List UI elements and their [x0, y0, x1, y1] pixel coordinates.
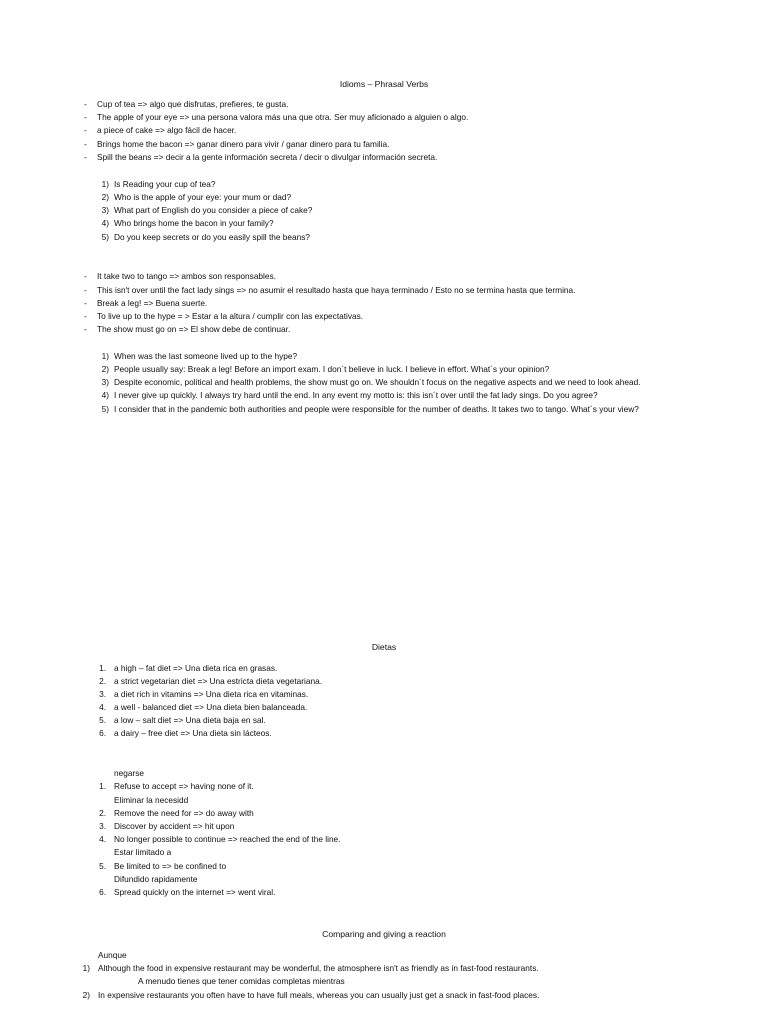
idiom-item: a piece of cake => algo fácil de hacer. — [97, 125, 237, 135]
diet-number: 5. — [99, 715, 106, 725]
idiom-item: The apple of your eye => una persona valora más una que otra. Ser muy aficionado a alguien o algo. — [97, 112, 469, 122]
diet-item: a strict vegetarian diet => Una estricta dieta vegetariana. — [114, 676, 323, 686]
question-text: People usually say: Break a leg! Before an import exam. I don´t believe in luck. I believe in effort. What´s your opinion? — [114, 364, 550, 374]
phrasal-number: 3. — [99, 821, 106, 831]
comparing-number: 2) — [82, 990, 90, 1000]
phrasal-item: Be limited to => be confined to — [114, 861, 227, 871]
phrasal-number: 1. — [99, 781, 106, 791]
question-number: 1) — [101, 179, 109, 189]
spanish-note: A menudo tienes que tener comidas completas mientras — [138, 976, 345, 986]
bullet-dash: - — [84, 298, 87, 308]
idiom-item: The show must go on => El show debe de continuar. — [97, 324, 291, 334]
question-text: Despite economic, political and health problems, the show must go on. We shouldn´t focus on the negative aspects and we need to look ahead. — [114, 377, 641, 387]
diet-item: a low – salt diet => Una dieta baja en sal. — [114, 715, 266, 725]
diet-item: a diet rich in vitamins => Una dieta rica en vitaminas. — [114, 689, 309, 699]
question-number: 5) — [101, 232, 109, 242]
bullet-dash: - — [84, 285, 87, 295]
question-text: When was the last someone lived up to the hype? — [114, 351, 298, 361]
idiom-item: This isn't over until the fact lady sings => no asumir el resultado hasta que haya terminado / Esto no se termina hasta que termina. — [97, 285, 576, 295]
question-text: I consider that in the pandemic both authorities and people were responsible for the number of deaths. It takes two to tango. What´s your view? — [114, 404, 639, 414]
question-text: Who is the apple of your eye: your mum or dad? — [114, 192, 292, 202]
comparing-title: Comparing and giving a reaction — [322, 929, 446, 939]
question-number: 1) — [101, 351, 109, 361]
spanish-note: Estar limitado a — [114, 847, 172, 857]
question-text: What part of English do you consider a piece of cake? — [114, 205, 313, 215]
idioms-title: Idioms – Phrasal Verbs — [339, 79, 429, 89]
question-number: 3) — [101, 205, 109, 215]
phrasal-item: Refuse to accept => having none of it. — [114, 781, 254, 791]
question-number: 2) — [101, 192, 109, 202]
spanish-note: Eliminar la necesidd — [114, 795, 189, 805]
idiom-item: It take two to tango => ambos son responsables. — [97, 271, 276, 281]
bullet-dash: - — [84, 271, 87, 281]
diet-number: 1. — [99, 663, 106, 673]
bullet-dash: - — [84, 99, 87, 109]
question-text: Is Reading your cup of tea? — [114, 179, 216, 189]
phrasal-item: No longer possible to continue => reached the end of the line. — [114, 834, 341, 844]
question-number: 2) — [101, 364, 109, 374]
question-number: 4) — [101, 218, 109, 228]
bullet-dash: - — [84, 112, 87, 122]
comparing-item: Although the food in expensive restaurant may be wonderful, the atmosphere isn't as friendly as in fast-food restaurants. — [98, 963, 539, 973]
idiom-item: Spill the beans => decir a la gente información secreta / decir o divulgar información secreta. — [97, 152, 438, 162]
bullet-dash: - — [84, 125, 87, 135]
question-number: 3) — [101, 377, 109, 387]
idiom-item: To live up to the hype = > Estar a la altura / cumplir con las expectativas. — [97, 311, 364, 321]
spanish-note: Aunque — [98, 950, 127, 960]
bullet-dash: - — [84, 311, 87, 321]
phrasal-number: 2. — [99, 808, 106, 818]
idiom-item: Break a leg! => Buena suerte. — [97, 298, 208, 308]
bullet-dash: - — [84, 324, 87, 334]
phrasal-item: Spread quickly on the internet => went viral. — [114, 887, 276, 897]
diet-item: a high – fat diet => Una dieta rica en grasas. — [114, 663, 278, 673]
diet-number: 4. — [99, 702, 106, 712]
phrasal-item: Remove the need for => do away with — [114, 808, 254, 818]
phrasal-item: Discover by accident => hit upon — [114, 821, 235, 831]
dietas-title: Dietas — [371, 642, 397, 652]
diet-number: 2. — [99, 676, 106, 686]
idiom-item: Brings home the bacon => ganar dinero para vivir / ganar dinero para tu familia. — [97, 139, 390, 149]
bullet-dash: - — [84, 152, 87, 162]
idiom-item: Cup of tea => algo que disfrutas, prefieres, te gusta. — [97, 99, 289, 109]
diet-number: 6. — [99, 728, 106, 738]
phrasal-number: 6. — [99, 887, 106, 897]
phrasal-number: 4. — [99, 834, 106, 844]
question-text: I never give up quickly. I always try hard until the end. In any event my motto is: this isn´t over until the fat lady sings. Do you agree? — [114, 390, 598, 400]
spanish-note: Difundido rapidamente — [114, 874, 198, 884]
comparing-item: In expensive restaurants you often have to have full meals, whereas you can usually just get a snack in fast-food places. — [98, 990, 540, 1000]
question-text: Do you keep secrets or do you easily spill the beans? — [114, 232, 311, 242]
bullet-dash: - — [84, 139, 87, 149]
diet-item: a dairy – free diet => Una dieta sin lácteos. — [114, 728, 272, 738]
question-number: 4) — [101, 390, 109, 400]
phrasal-number: 5. — [99, 861, 106, 871]
diet-number: 3. — [99, 689, 106, 699]
spanish-note: negarse — [114, 768, 144, 778]
question-number: 5) — [101, 404, 109, 414]
comparing-number: 1) — [82, 963, 90, 973]
diet-item: a well - balanced diet => Una dieta bien balanceada. — [114, 702, 308, 712]
question-text: Who brings home the bacon in your family? — [114, 218, 274, 228]
